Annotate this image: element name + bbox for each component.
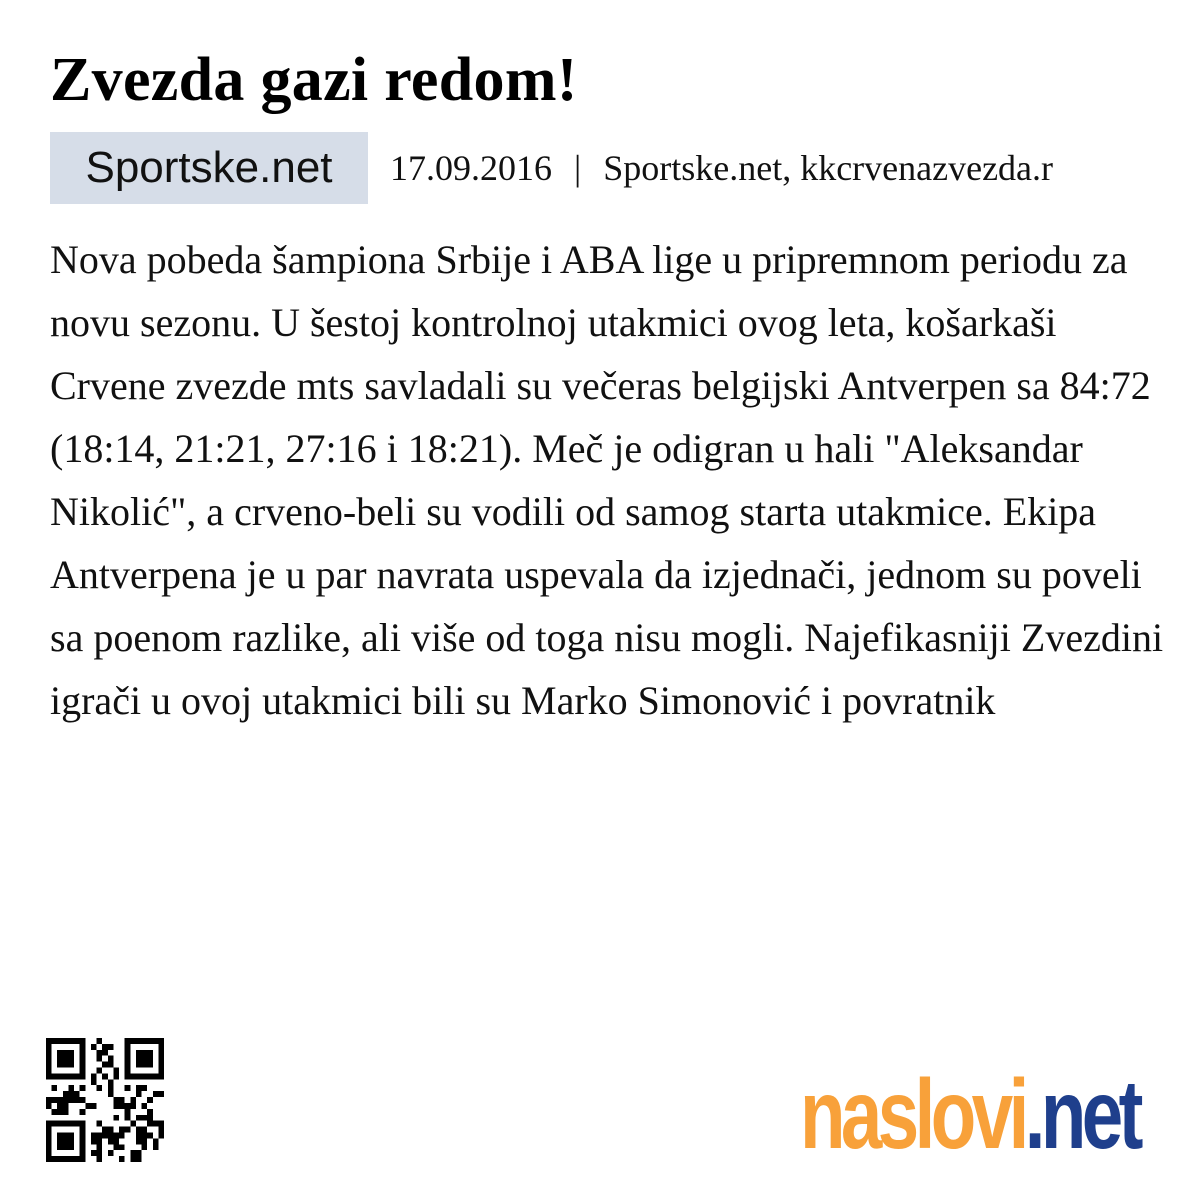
article-sources: Sportske.net, kkcrvenazvezda.r xyxy=(603,148,1054,188)
article-date: 17.09.2016 xyxy=(390,148,552,188)
logo-text-net: .net xyxy=(1024,1059,1139,1169)
meta-separator: | xyxy=(574,148,582,188)
source-badge[interactable]: Sportske.net xyxy=(50,132,368,204)
logo-text-naslovi: naslovi xyxy=(800,1059,1025,1169)
article-body: Nova pobeda šampiona Srbije i ABA lige u pripremnom periodu za novu sezonu. U šestoj kontrolnoj utakmici ovog leta, košarkaši Crvene zvezde mts savladali su večeras belgijski Antverpen sa 84:72 (18:14, 21:21, 27:16 i 18:21). Meč je odigran u hali "Aleksandar Nikolić", a crveno-beli su vodili od samog starta utakmice. Ekipa Antverpena je u par navrata uspevala da izjednači, jednom su poveli sa poenom razlike, ali više od toga nisu mogli. Najefikasniji Zvezdini igrači u ovoj utakmici bili su Marko Simonović i povratnik xyxy=(50,237,1164,723)
article-title: Zvezda gazi redom! xyxy=(50,46,578,114)
article-meta xyxy=(50,132,1200,204)
article-body-container xyxy=(50,228,1170,860)
text-fade xyxy=(50,790,1170,860)
naslovi-logo[interactable] xyxy=(800,1059,1139,1169)
meta-info xyxy=(390,147,1053,189)
qr-code-icon xyxy=(46,1038,164,1162)
